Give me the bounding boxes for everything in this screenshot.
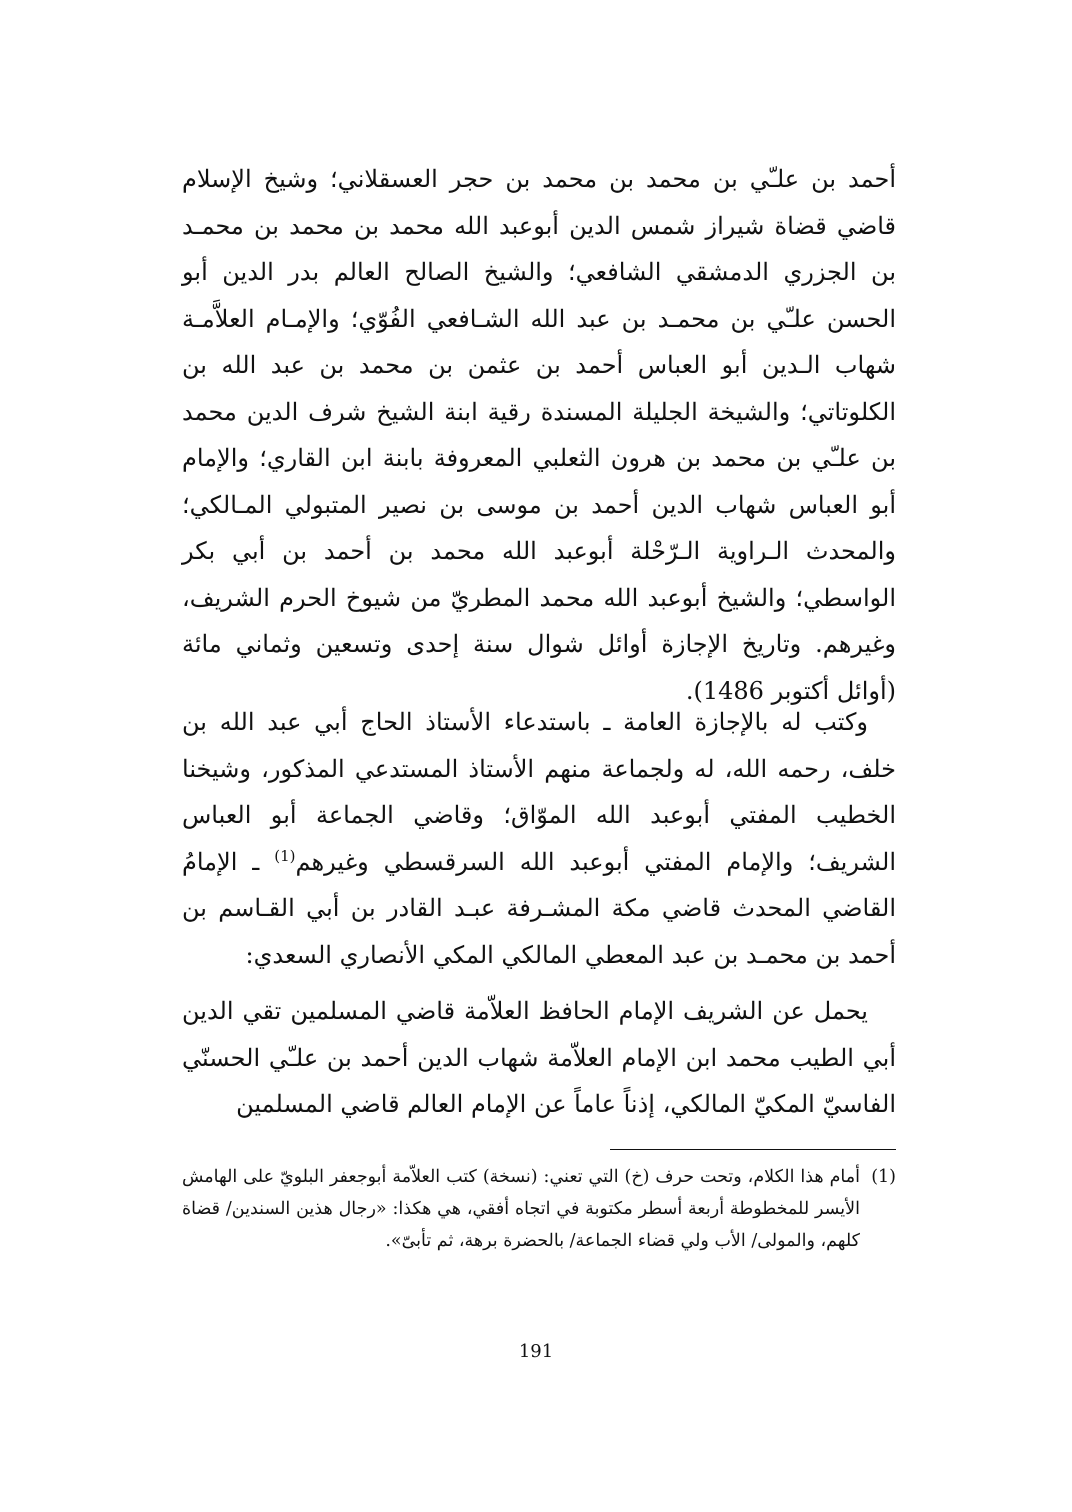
footnote-text: أمام هذا الكلام، وتحت حرف (خ) التي تعني: (نسخة) كتب العلاّمة أبوجعفر البلويّ على الهامش الأيسر للمخطوطة أربعة أسطر مكتوبة في اتجاه أفقي، هي هكذا: «رجال هذين السندين/ قضاة كلهم، والمولى/ الأب ولي قضاء الجماعة/ بالحضرة برهة، ثم تأبىّ». <box>182 1167 860 1251</box>
body-paragraph-1: أحمد بن علـّي بن محمد بن محمد بن حجر العسقلاني؛ وشيخ الإسلام قاضي قضاة شيراز شمس الدين أبوعبد الله محمد بن محمد بن محمـد بن الجزري الدمشقي الشافعي؛ والشيخ الصالح العالم بدر الدين أبو الحسن علـّي بن محمـد بن عبد الله الشـافعي الفُوّي؛ والإمـام العلاَّمـة شهاب الـدين أبو العباس أحمد بن عثمن بن محمد بن عبد الله بن الكلوتاتي؛ والشيخة الجليلة المسندة رقية ابنة الشيخ شرف الدين محمد بن علـّي بن محمد بن هرون الثعلبي المعروفة بابنة ابن القاري؛ والإمام أبو العباس شهاب الدين أحمد بن موسى بن نصير المتبولي المـالكي؛ والمحدث الـراوية الـرّحْلة أبوعبد الله محمد بن أحمد بن أبي بكر الواسطي؛ والشيخ أبوعبد الله محمد المطريّ من شيوخ الحرم الشريف، وغيرهم. وتاريخ الإجازة أوائل شوال سنة إحدى وتسعين وثماني مائة (أوائل أكتوبر 1486). <box>182 165 896 705</box>
footnote <box>182 1161 896 1257</box>
paragraph-2-text-before-note: وكتب له بالإجازة العامة ـ باستدعاء الأستاذ الحاج أبي عبد الله بن خلف، رحمه الله، له ولجماعة منهم الأستاذ المستدعي المذكور، وشيخنا الخطيب المفتي أبوعبد الله الموّاق؛ وقاضي الجماعة أبو العباس الشريف؛ والإمام المفتي أبوعبد الله السرقسطي وغيرهم <box>182 708 896 876</box>
footnote-number: (1) <box>871 1167 896 1187</box>
paragraph-2-text-after-note: ـ الإمامُ القاضي المحدث قاضي مكة المشـرفة عبـد القادر بن أبي القـاسم بن أحمد بن محمـد بن عبد المعطي المالكي المكي الأنصاري السعدي: <box>182 847 896 969</box>
footnote-separator-rule <box>610 1149 896 1150</box>
page-number: 191 <box>518 1341 554 1362</box>
footnote-reference-marker: (1) <box>274 846 296 865</box>
body-paragraph-3: يحمل عن الشريف الإمام الحافظ العلاّمة قاضي المسلمين تقي الدين أبي الطيب محمد ابن الإمام العلاّمة شهاب الدين أحمد بن علـّي الحسنّي الفاسيّ المكيّ المالكي، إذناً عاماً عن الإمام العالم قاضي المسلمين <box>182 997 896 1118</box>
body-paragraph-2 <box>182 699 896 978</box>
